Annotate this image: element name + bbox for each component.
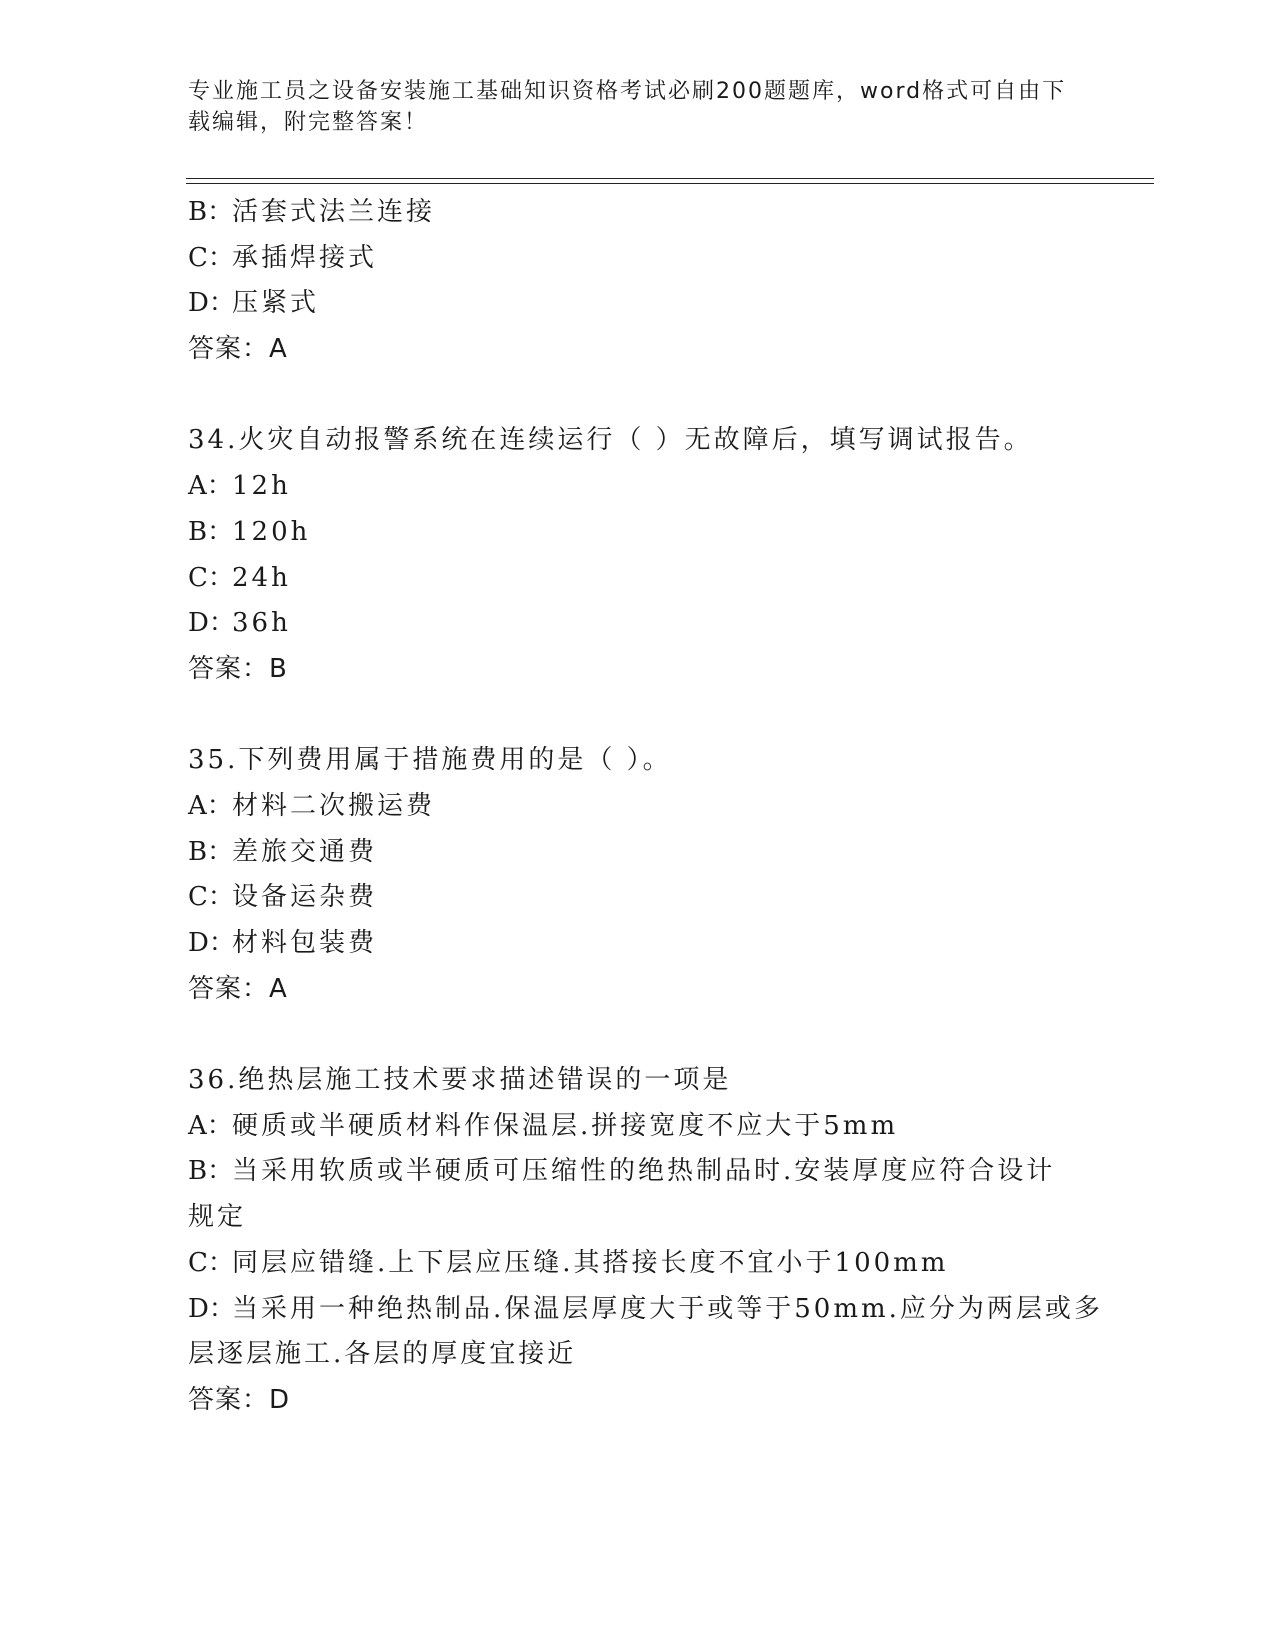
option-a: A：硬质或半硬质材料作保温层.拼接宽度不应大于5mm (188, 1110, 899, 1141)
option-c: C：承插焊接式 (188, 242, 378, 273)
question-text: 36.绝热层施工技术要求描述错误的一项是 (188, 1065, 732, 1096)
option-b: B：活套式法兰连接 (188, 197, 436, 227)
answer: 答案：B (188, 653, 288, 684)
question-36 (188, 1058, 1108, 1424)
option-b-continued: 规定 (188, 1202, 247, 1233)
option-d-continued: 层逐层施工.各层的厚度宜接近 (188, 1339, 577, 1370)
option-b: B：120h (188, 516, 311, 547)
option-b: B：当采用软质或半硬质可压缩性的绝热制品时.安装厚度应符合设计 (188, 1156, 1056, 1187)
option-c: C：设备运杂费 (188, 882, 378, 913)
answer: 答案：A (188, 334, 288, 365)
answer: 答案：A (188, 973, 288, 1004)
option-d: D：材料包装费 (188, 928, 378, 958)
option-c: C：同层应错缝.上下层应压缝.其搭接长度不宜小于100mm (188, 1247, 949, 1278)
document-header: 专业施工员之设备安装施工基础知识资格考试必刷200题题库，word格式可自由下载编辑，附完整答案！ (188, 79, 1067, 135)
option-d: D：压紧式 (188, 288, 320, 319)
question-33-tail (188, 190, 1108, 373)
option-a: A：材料二次搬运费 (188, 790, 436, 821)
option-d: D：36h (188, 608, 291, 639)
question-text: 35.下列费用属于措施费用的是（ ）。 (188, 745, 672, 776)
option-b: B：差旅交通费 (188, 836, 378, 867)
spacer (188, 1012, 1108, 1058)
question-list (188, 190, 1108, 1424)
option-a: A：12h (188, 471, 291, 502)
header-rule-top (186, 178, 1154, 179)
option-c: C：24h (188, 562, 291, 593)
spacer (188, 373, 1108, 419)
question-text: 34.火灾自动报警系统在连续运行（ ）无故障后，填写调试报告。 (188, 425, 1033, 456)
question-34 (188, 418, 1108, 692)
spacer (188, 693, 1108, 739)
option-d: D：当采用一种绝热制品.保温层厚度大于或等于50mm.应分为两层或多 (188, 1293, 1103, 1324)
question-35 (188, 738, 1108, 1012)
header-rule-bottom (186, 183, 1154, 184)
answer: 答案：D (188, 1384, 291, 1415)
